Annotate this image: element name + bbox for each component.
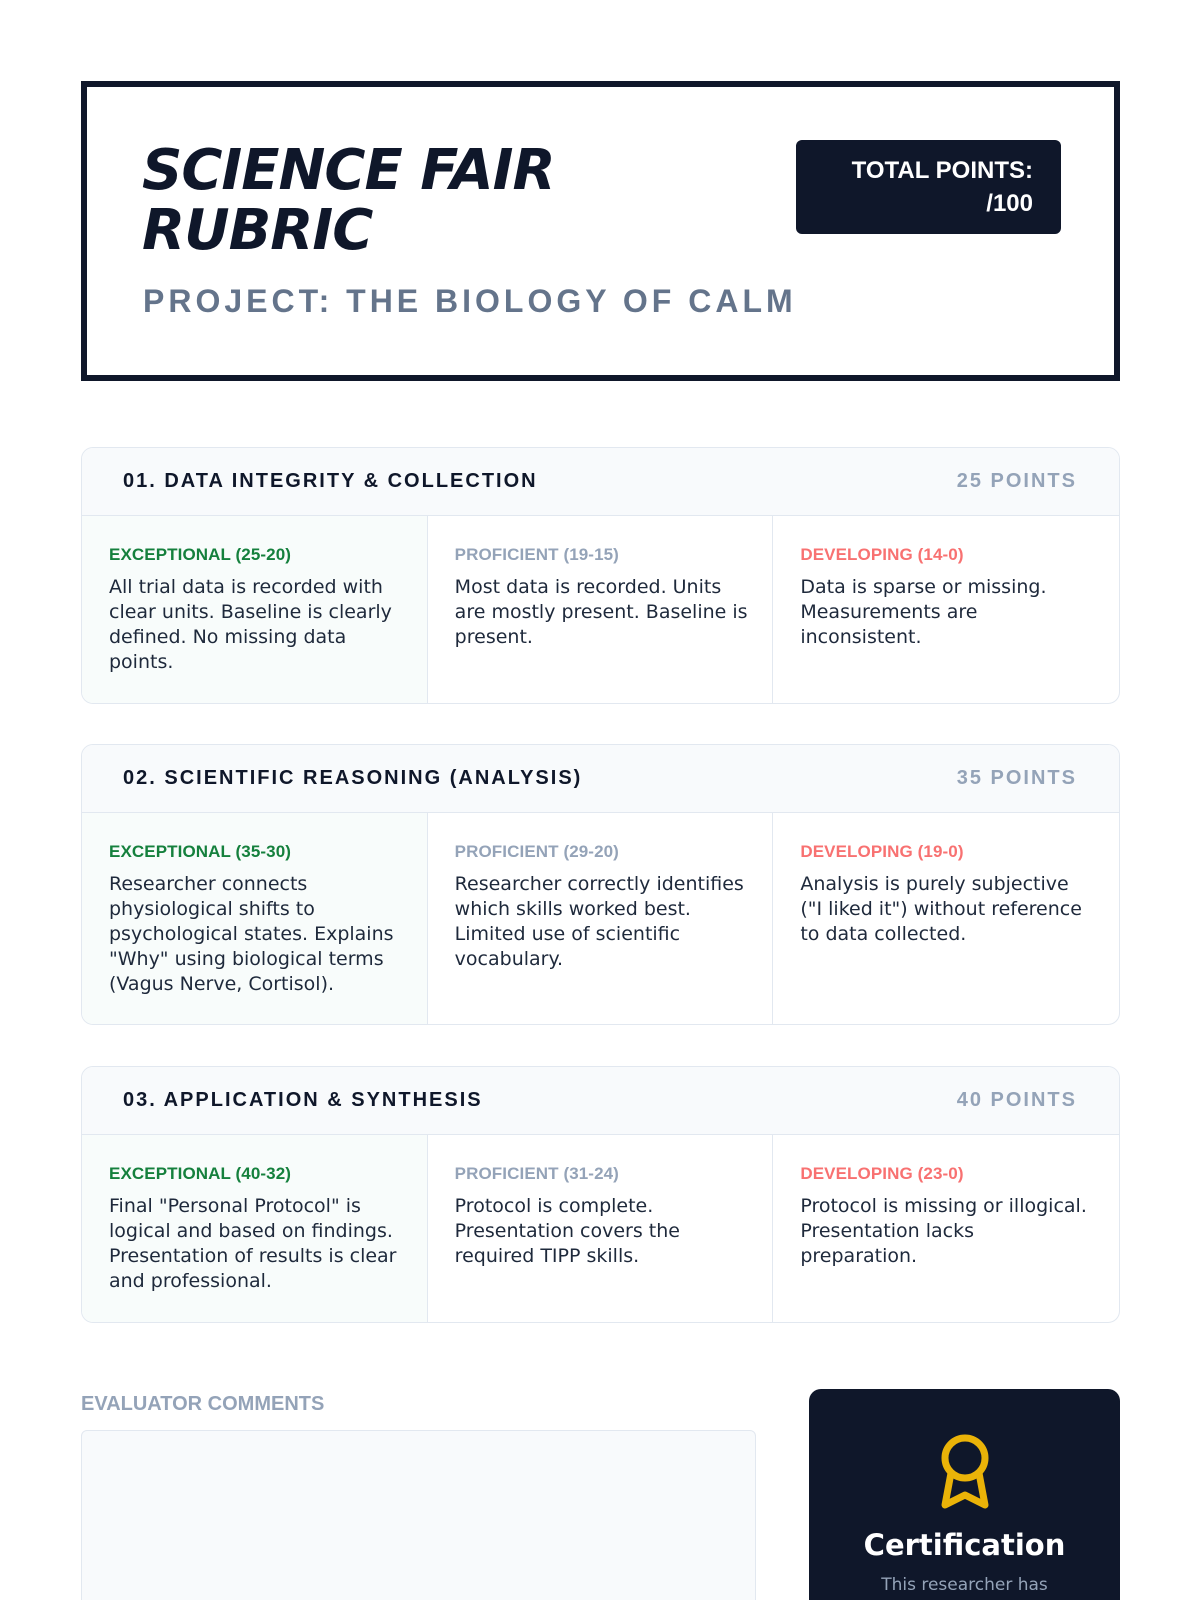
rubric-section-application-synthesis bbox=[81, 1066, 1120, 1323]
level-label: PROFICIENT (31-24) bbox=[454, 1164, 619, 1183]
level-description: Analysis is purely subjective ("I liked it") without reference to data collected. bbox=[800, 873, 1082, 945]
section-header bbox=[82, 448, 1119, 516]
level-proficient bbox=[428, 1135, 774, 1322]
level-proficient bbox=[428, 516, 774, 703]
level-label: EXCEPTIONAL (40-32) bbox=[109, 1164, 292, 1183]
project-subtitle: PROJECT: THE BIOLOGY OF CALM bbox=[143, 283, 797, 319]
level-label: DEVELOPING (23-0) bbox=[800, 1164, 964, 1183]
level-description: Final "Personal Protocol" is logical and based on findings. Presentation of results is clear and professional. bbox=[109, 1195, 397, 1292]
certification-text: This researcher has bbox=[881, 1575, 1048, 1595]
rubric-section-data-integrity bbox=[81, 447, 1120, 704]
section-header bbox=[82, 1067, 1119, 1135]
rubric-section-scientific-reasoning bbox=[81, 744, 1120, 1025]
section-points: 40 POINTS bbox=[956, 1089, 1077, 1111]
level-developing bbox=[773, 813, 1119, 1024]
page-title: SCIENCE FAIR RUBRIC bbox=[142, 138, 555, 263]
level-description: Most data is recorded. Units are mostly present. Baseline is present. bbox=[454, 576, 748, 648]
level-label: PROFICIENT (19-15) bbox=[454, 545, 619, 564]
certification-title: Certification bbox=[863, 1528, 1066, 1562]
evaluator-comments-label: EVALUATOR COMMENTS bbox=[81, 1393, 325, 1415]
section-points: 25 POINTS bbox=[956, 470, 1077, 492]
level-exceptional bbox=[82, 813, 428, 1024]
level-label: EXCEPTIONAL (35-30) bbox=[109, 842, 292, 861]
section-title: 01. DATA INTEGRITY & COLLECTION bbox=[123, 470, 538, 492]
level-developing bbox=[773, 516, 1119, 703]
level-description: Researcher connects physiological shifts to psychological states. Explains "Why" using biological terms (Vagus Nerve, Cortisol). bbox=[109, 873, 394, 995]
total-points-box bbox=[796, 140, 1061, 234]
rubric-header bbox=[81, 81, 1120, 381]
level-proficient bbox=[428, 813, 774, 1024]
level-label: EXCEPTIONAL (25-20) bbox=[109, 545, 292, 564]
total-points-value: /100 bbox=[986, 190, 1033, 217]
level-description: Researcher correctly identifies which skills worked best. Limited use of scientific vocabulary. bbox=[454, 873, 744, 970]
section-title: 03. APPLICATION & SYNTHESIS bbox=[123, 1089, 483, 1111]
evaluator-comments-field[interactable] bbox=[81, 1430, 756, 1600]
level-exceptional bbox=[82, 1135, 428, 1322]
section-title: 02. SCIENTIFIC REASONING (ANALYSIS) bbox=[123, 767, 583, 789]
level-description: Protocol is complete. Presentation covers the required TIPP skills. bbox=[454, 1195, 680, 1267]
level-label: PROFICIENT (29-20) bbox=[454, 842, 619, 861]
award-ribbon-icon bbox=[937, 1431, 993, 1511]
level-exceptional bbox=[82, 516, 428, 703]
level-label: DEVELOPING (19-0) bbox=[800, 842, 964, 861]
level-description: Protocol is missing or illogical. Presentation lacks preparation. bbox=[800, 1195, 1087, 1267]
level-developing bbox=[773, 1135, 1119, 1322]
level-label: DEVELOPING (14-0) bbox=[800, 545, 964, 564]
section-header bbox=[82, 745, 1119, 813]
section-points: 35 POINTS bbox=[956, 767, 1077, 789]
level-description: All trial data is recorded with clear units. Baseline is clearly defined. No missing data points. bbox=[109, 576, 392, 673]
total-points-label: TOTAL POINTS: bbox=[851, 157, 1033, 184]
certification-card bbox=[809, 1389, 1120, 1600]
level-description: Data is sparse or missing. Measurements are inconsistent. bbox=[800, 576, 1047, 648]
